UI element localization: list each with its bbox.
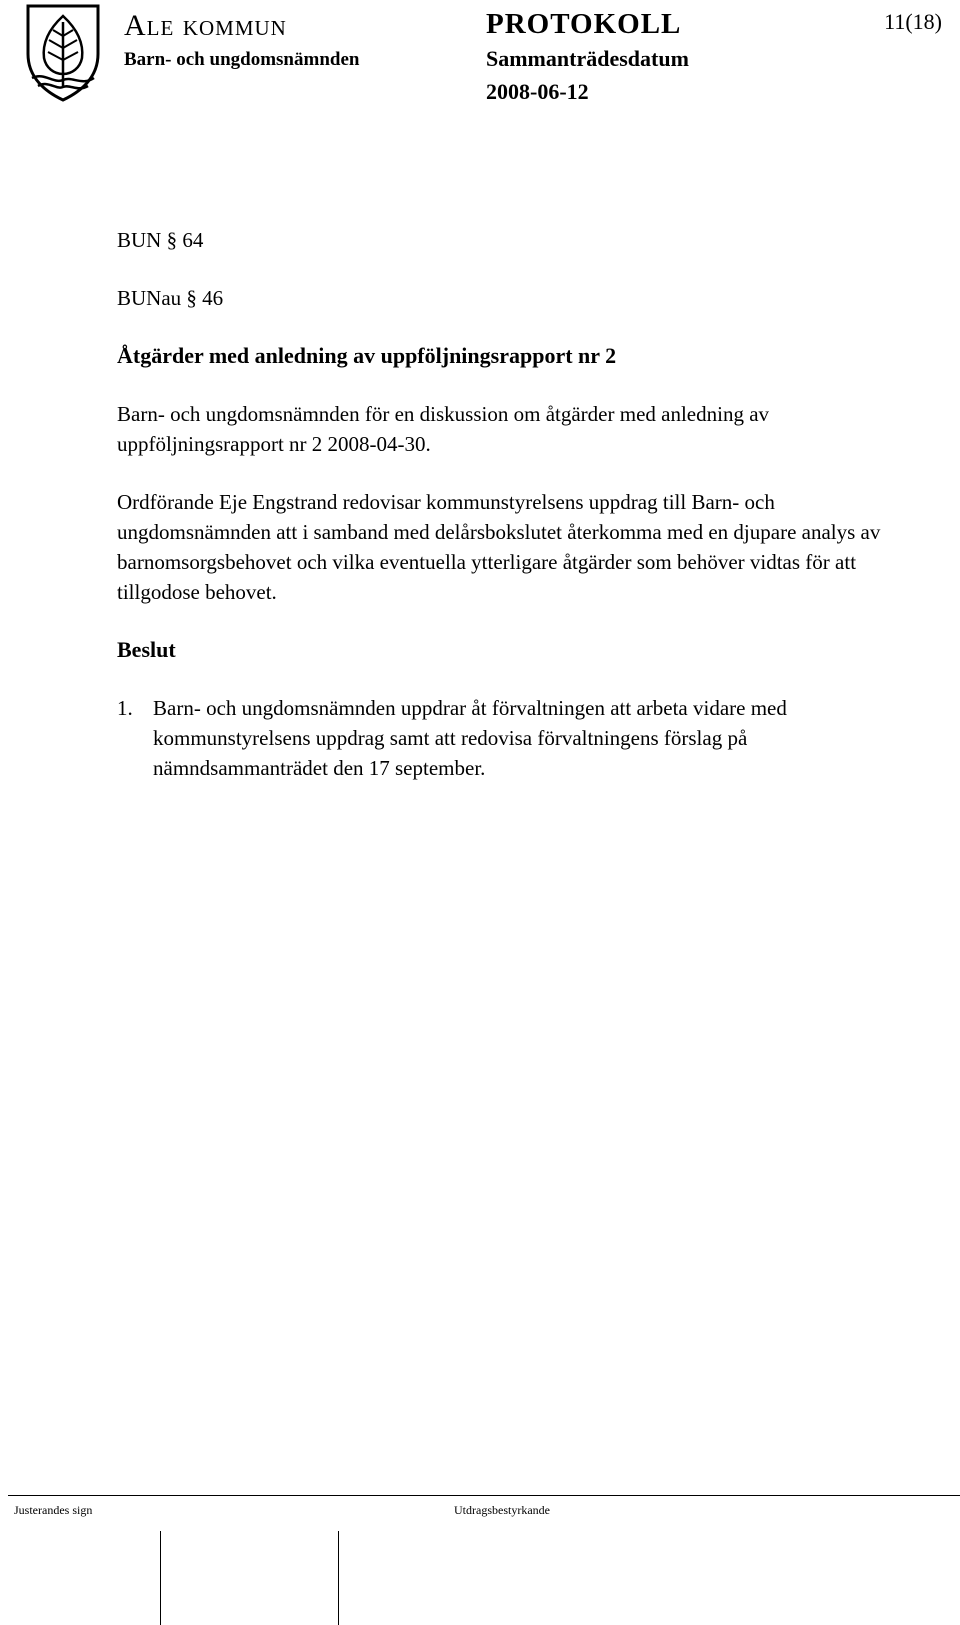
municipal-crest-icon <box>20 2 106 102</box>
decision-heading: Beslut <box>117 637 176 662</box>
page-number: 11(18) <box>884 9 942 34</box>
paragraph-reference-bunau: BUNau § 46 <box>117 286 224 310</box>
extract-certification-label: Utdragsbestyrkande <box>454 1503 550 1517</box>
paragraph-reference-bun: BUN § 64 <box>117 228 204 252</box>
signature-footer <box>0 1495 960 1625</box>
signature-box-divider <box>338 1531 339 1625</box>
signature-box-divider <box>160 1531 161 1625</box>
body-paragraph-discussion: Barn- och ungdomsnämnden för en diskussion om åtgärder med anledning av uppföljningsrapport nr 2 2008-04-30. <box>117 402 770 456</box>
decision-text: Barn- och ungdomsnämnden uppdrar åt förvaltningen att arbeta vidare med kommunstyrelsens uppdrag samt att redovisa förvaltningens förslag på nämndsammanträdet den 17 september. <box>153 696 787 780</box>
document-header <box>0 0 960 110</box>
decision-number: 1. <box>117 696 133 720</box>
footer-divider <box>8 1495 960 1496</box>
item-title: Åtgärder med anledning av uppföljningsrapport nr 2 <box>117 343 617 368</box>
committee-name: Barn- och ungdomsnämnden <box>124 49 360 70</box>
document-type: PROTOKOLL <box>486 8 682 40</box>
meeting-date: 2008-06-12 <box>486 79 589 104</box>
decision-item <box>117 693 927 783</box>
meeting-date-label: Sammanträdesdatum <box>486 46 689 71</box>
signature-label: Justerandes sign <box>14 1503 93 1517</box>
organization-name: Ale kommun <box>124 9 287 42</box>
body-paragraph-report: Ordförande Eje Engstrand redovisar kommunstyrelsens uppdrag till Barn- och ungdomsnämnden att i samband med delårsbokslutet återkomma med en djupare analys av barnomsorgsbehovet och vilka eventuella ytterligare åtgärder som behöver vidtas för att tillgodose behovet. <box>117 490 881 604</box>
document-body <box>117 225 927 783</box>
